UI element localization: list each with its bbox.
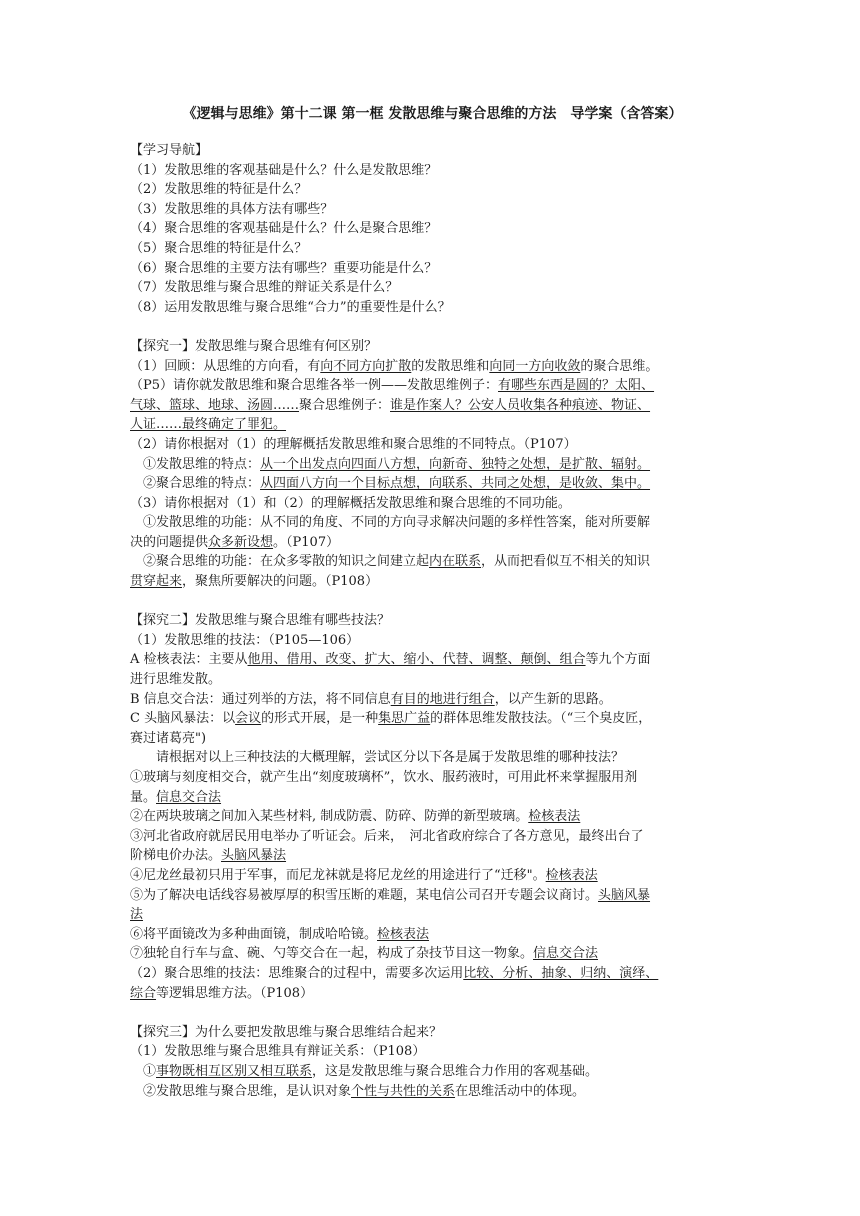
document-title: 《逻辑与思维》第十二课 第一框 发散思维与聚合思维的方法 导学案（含答案） bbox=[182, 106, 683, 122]
text-line: （1）发散思维的技法：（P105—106） bbox=[130, 632, 360, 648]
text-line: 综合等逻辑思维方法。（P108） bbox=[130, 985, 314, 1001]
nav-item: （8）运用发散思维与聚合思维“合力”的重要性是什么？ bbox=[130, 299, 451, 315]
learning-navigation bbox=[130, 141, 735, 317]
text-line: （1）回顾：从思维的方向看，有向不同方向扩散的发散思维和向同一方向收敛的聚合思维。 bbox=[130, 358, 659, 374]
question-item: ③河北省政府就居民用电举办了听证会。后来， 河北省政府综合了各方意见，最终出台了 bbox=[130, 828, 644, 844]
text-line: ②发散思维与聚合思维，是认识对象个性与共性的关系在思维活动中的体现。 bbox=[143, 1083, 586, 1099]
nav-item: （1）发散思维的客观基础是什么？什么是发散思维？ bbox=[130, 162, 438, 178]
answer: 从一个出发点向四面八方想，向新奇、独特之处想，是扩散、辐射。 bbox=[260, 456, 651, 472]
answer: 会议 bbox=[235, 711, 262, 727]
answer: 个性与共性的关系 bbox=[351, 1083, 456, 1099]
text-line: 贯穿起来，聚焦所要解决的问题。（P108） bbox=[130, 574, 379, 590]
text-line: （P5）请你就发散思维和聚合思维各举一例——发散思维例子：有哪些东西是圆的？太阳、 bbox=[130, 378, 655, 394]
text-line: C 头脑风暴法：以会议的形式开展，是一种集思广益的群体思维发散技法。（“三个臭皮匠， bbox=[130, 711, 652, 727]
answer: 有目的地进行组合 bbox=[390, 691, 495, 707]
text-line: （1）发散思维与聚合思维具有辩证关系：（P108） bbox=[130, 1044, 426, 1060]
answer: 有哪些东西是圆的？太阳、 bbox=[498, 378, 655, 394]
question-item bbox=[130, 905, 735, 925]
answer: 向同一方向收敛 bbox=[489, 358, 581, 374]
inquiry-two bbox=[130, 611, 735, 1003]
text-line: ①发散思维的特点：从一个出发点向四面八方想，向新奇、独特之处想，是扩散、辐射。 bbox=[143, 456, 651, 472]
section-heading: 【探究三】为什么要把发散思维与聚合思维结合起来？ bbox=[130, 1024, 443, 1040]
answer: 气球、篮球、地球、汤圆…… bbox=[130, 397, 300, 413]
text-line: （3）请你根据对（1）和（2）的理解概括发散思维和聚合思维的不同功能。 bbox=[130, 495, 571, 511]
text-line: （2）请你根据对（1）的理解概括发散思维和聚合思维的不同特点。（P107） bbox=[130, 436, 577, 452]
answer: 人证……最终确定了罪犯。 bbox=[130, 417, 287, 433]
answer: 法 bbox=[130, 907, 144, 923]
answer: 信息交合法 bbox=[533, 946, 599, 962]
question-item: ⑤为了解决电话线容易被厚厚的积雪压断的难题，某电信公司召开专题会议商讨。头脑风暴 bbox=[130, 887, 651, 903]
nav-item: （2）发散思维的特征是什么？ bbox=[130, 182, 308, 198]
text-line: 决的问题提供众多新设想。（P107） bbox=[130, 534, 340, 550]
text-line: A 检核表法：主要从他用、借用、改变、扩大、缩小、代替、调整、颠倒、组合等九个方面 bbox=[130, 652, 651, 668]
nav-item: （5）聚合思维的特征是什么？ bbox=[130, 240, 308, 256]
section-heading: 【学习导航】 bbox=[130, 143, 209, 158]
text-line: ①事物既相互区别又相互联系，这是发散思维与聚合思维合力作用的客观基础。 bbox=[143, 1063, 599, 1079]
text-line: 进行思维发散。 bbox=[130, 672, 222, 688]
question-item: 量。信息交合法 bbox=[130, 789, 222, 805]
question-item: 阶梯电价办法。头脑风暴法 bbox=[130, 848, 287, 864]
answer: 头脑风暴法 bbox=[221, 848, 287, 864]
question-item: ②在两块玻璃之间加入某些材料, 制成防震、防碎、防弹的新型玻璃。检核表法 bbox=[130, 809, 581, 825]
question-item: ④尼龙丝最初只用于军事，而尼龙袜就是将尼龙丝的用途进行了“迁移"。检核表法 bbox=[130, 867, 598, 883]
answer: 向不同方向扩散 bbox=[320, 358, 412, 374]
text-line: （2）聚合思维的技法：思维聚合的过程中，需要多次运用比较、分析、抽象、归纳、演绎、 bbox=[130, 965, 659, 981]
text-line: ②聚合思维的功能：在众多零散的知识之间建立起内在联系，从而把看似互不相关的知识 bbox=[143, 554, 651, 570]
answer: 事物既相互区别又相互联系 bbox=[156, 1063, 313, 1079]
answer: 综合 bbox=[130, 985, 157, 1001]
document-page bbox=[130, 104, 735, 1101]
answer: 贯穿起来 bbox=[130, 574, 183, 590]
text-line: ①发散思维的功能：从不同的角度、不同的方向寻求解决问题的多样性答案，能对所要解 bbox=[143, 515, 651, 531]
answer: 检核表法 bbox=[545, 867, 598, 883]
inquiry-one bbox=[130, 337, 735, 592]
question-item: ①玻璃与刻度相交合，就产生出“刻度玻璃杯”，饮水、服药液时，可用此杯来掌握服用剂 bbox=[130, 770, 638, 785]
answer: 内在联系 bbox=[429, 554, 482, 570]
question-item: ⑥将平面镜改为多种曲面镜，制成哈哈镜。检核表法 bbox=[130, 926, 430, 942]
nav-item: （4）聚合思维的客观基础是什么？什么是聚合思维？ bbox=[130, 221, 438, 237]
nav-item: （3）发散思维的具体方法有哪些？ bbox=[130, 201, 334, 217]
section-heading: 【探究二】发散思维与聚合思维有哪些技法？ bbox=[130, 613, 391, 629]
text-line: B 信息交合法：通过列举的方法，将不同信息有目的地进行组合，以产生新的思路。 bbox=[130, 691, 612, 707]
answer: 比较、分析、抽象、归纳、演绎、 bbox=[463, 965, 659, 981]
nav-item: （6）聚合思维的主要方法有哪些？重要功能是什么？ bbox=[130, 260, 438, 276]
text-line: ②聚合思维的特点：从四面八方向一个目标点想，向联系、共同之处想，是收敛、集中。 bbox=[143, 476, 651, 492]
nav-item: （7）发散思维与聚合思维的辩证关系是什么？ bbox=[130, 280, 399, 296]
answer: 众多新设想 bbox=[208, 534, 274, 550]
section-heading: 【探究一】发散思维与聚合思维有何区别？ bbox=[130, 338, 378, 354]
text-line: 气球、篮球、地球、汤圆……聚合思维例子：谁是作案人？公安人员收集各种痕迹、物证、 bbox=[130, 397, 651, 413]
answer: 集思广益 bbox=[378, 711, 431, 727]
question-item: ⑦独轮自行车与盒、碗、勺等交合在一起，构成了杂技节目这一物象。信息交合法 bbox=[130, 946, 599, 962]
answer: 他用、借用、改变、扩大、缩小、代替、调整、颠倒、组合 bbox=[247, 652, 586, 668]
answer: 检核表法 bbox=[377, 926, 430, 942]
answer: 谁是作案人？公安人员收集各种痕迹、物证、 bbox=[390, 397, 651, 413]
answer: 信息交合法 bbox=[156, 789, 222, 805]
inquiry-three bbox=[130, 1023, 735, 1101]
answer: 头脑风暴 bbox=[598, 887, 651, 903]
answer: 从四面八方向一个目标点想，向联系、共同之处想，是收敛、集中。 bbox=[260, 476, 651, 492]
text-line: 赛过诸葛亮") bbox=[130, 730, 207, 746]
answer: 检核表法 bbox=[528, 809, 581, 825]
text-line bbox=[130, 415, 735, 435]
text-line: 请根据对以上三种技法的大概理解，尝试区分以下各是属于发散思维的哪种技法？ bbox=[156, 750, 625, 766]
